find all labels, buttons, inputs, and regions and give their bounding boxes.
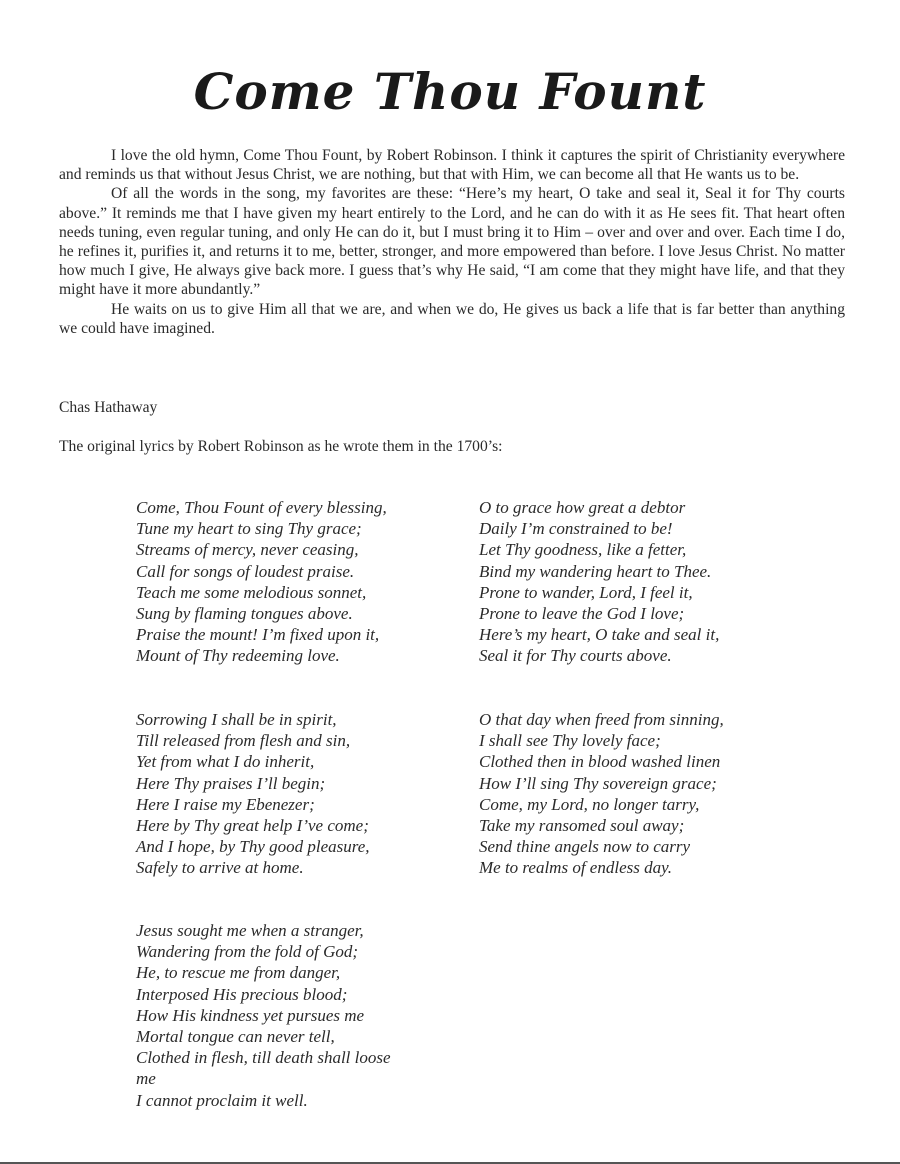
- lyric-line: Mount of Thy redeeming love.: [136, 646, 340, 666]
- stanza-2: [479, 497, 799, 667]
- stanza-1: [136, 497, 456, 667]
- lyric-line: Interposed His precious blood;: [136, 984, 348, 1004]
- lyric-line: Send thine angels now to carry: [479, 837, 691, 857]
- lyric-line: Teach me some melodious sonnet,: [136, 582, 367, 602]
- stanza-3: [136, 709, 456, 879]
- stanza-4: [479, 709, 799, 879]
- lyric-line: Tune my heart to sing Thy grace;: [136, 519, 362, 539]
- lyric-line: Daily I’m constrained to be!: [479, 519, 673, 539]
- lyric-line: Mortal tongue can never tell,: [136, 1027, 335, 1047]
- lyric-line: I cannot proclaim it well.: [136, 1090, 308, 1110]
- lyric-line: Sorrowing I shall be in spirit,: [136, 710, 337, 729]
- lyric-line: O to grace how great a debtor: [479, 498, 686, 517]
- lyric-line: Bind my wandering heart to Thee.: [479, 561, 712, 581]
- lyric-line: Me to realms of endless day.: [479, 858, 672, 878]
- lyric-line: Come, Thou Fount of every blessing,: [136, 498, 387, 517]
- lyric-line: How I’ll sing Thy sovereign grace;: [479, 773, 717, 793]
- lyric-line: Yet from what I do inherit,: [136, 752, 315, 772]
- lyric-line: Till released from flesh and sin,: [136, 731, 351, 751]
- author-signature: Chas Hathaway: [59, 399, 158, 416]
- lyric-line: Let Thy goodness, like a fetter,: [479, 540, 687, 560]
- lyric-line: And I hope, by Thy good pleasure,: [136, 837, 370, 857]
- lyric-line: Sung by flaming tongues above.: [136, 604, 353, 624]
- paragraph: I love the old hymn, Come Thou Fount, by Robert Robinson. I think it captures the spirit of Christianity everywhere and reminds us that without Jesus Christ, we are nothing, but that with Him, we can become all that He wants us to be.: [59, 147, 845, 184]
- lyric-line: I shall see Thy lovely face;: [479, 731, 661, 751]
- stanza-5: [136, 920, 456, 1111]
- lyric-line: O that day when freed from sinning,: [479, 710, 724, 729]
- lyric-line: Jesus sought me when a stranger,: [136, 921, 364, 940]
- lyric-line: Take my ransomed soul away;: [479, 816, 685, 836]
- lyric-line: Safely to arrive at home.: [136, 858, 304, 878]
- lyrics-intro: The original lyrics by Robert Robinson as he wrote them in the 1700’s:: [59, 438, 503, 455]
- lyric-line: Here’s my heart, O take and seal it,: [479, 625, 720, 645]
- lyric-line: Call for songs of loudest praise.: [136, 561, 355, 581]
- lyric-line: Come, my Lord, no longer tarry,: [479, 794, 700, 814]
- lyric-line: How His kindness yet pursues me: [136, 1005, 365, 1025]
- lyric-line: Here by Thy great help I’ve come;: [136, 816, 369, 836]
- lyric-line: Here Thy praises I’ll begin;: [136, 773, 326, 793]
- lyric-line: Streams of mercy, never ceasing,: [136, 540, 359, 560]
- page-title: Come Thou Fount: [193, 62, 707, 121]
- paragraph: Of all the words in the song, my favorites are these: “Here’s my heart, O take and seal it, Seal it for Thy courts above.” It reminds me that I have given my heart entirely to the Lord, and he can do with it as He sees fit. That heart often needs tuning, even regular tuning, and only He can do it, but I must bring it to Him – over and over and over. Each time I do, he refines it, purifies it, and returns it to me, better, stronger, and more empowered than before. I love Jesus Christ. No matter how much I give, He always give back more. I guess that’s why He said, “I am come that they might have life, and that they might have it more abundantly.”: [59, 185, 845, 299]
- lyric-line: Wandering from the fold of God;: [136, 942, 359, 962]
- lyric-line: Seal it for Thy courts above.: [479, 646, 672, 666]
- lyric-line: me: [136, 1069, 156, 1089]
- paragraph: He waits on us to give Him all that we are, and when we do, He gives us back a life that is far better than anything we could have imagined.: [59, 300, 845, 337]
- lyric-line: Praise the mount! I’m fixed upon it,: [136, 625, 380, 645]
- lyric-line: Clothed in flesh, till death shall loose: [136, 1048, 391, 1068]
- lyric-line: Prone to wander, Lord, I feel it,: [479, 582, 693, 602]
- body-text: [59, 146, 845, 338]
- lyric-line: Prone to leave the God I love;: [479, 604, 685, 624]
- lyric-line: He, to rescue me from danger,: [136, 963, 341, 983]
- lyric-line: Clothed then in blood washed linen: [479, 752, 721, 772]
- lyric-line: Here I raise my Ebenezer;: [136, 794, 315, 814]
